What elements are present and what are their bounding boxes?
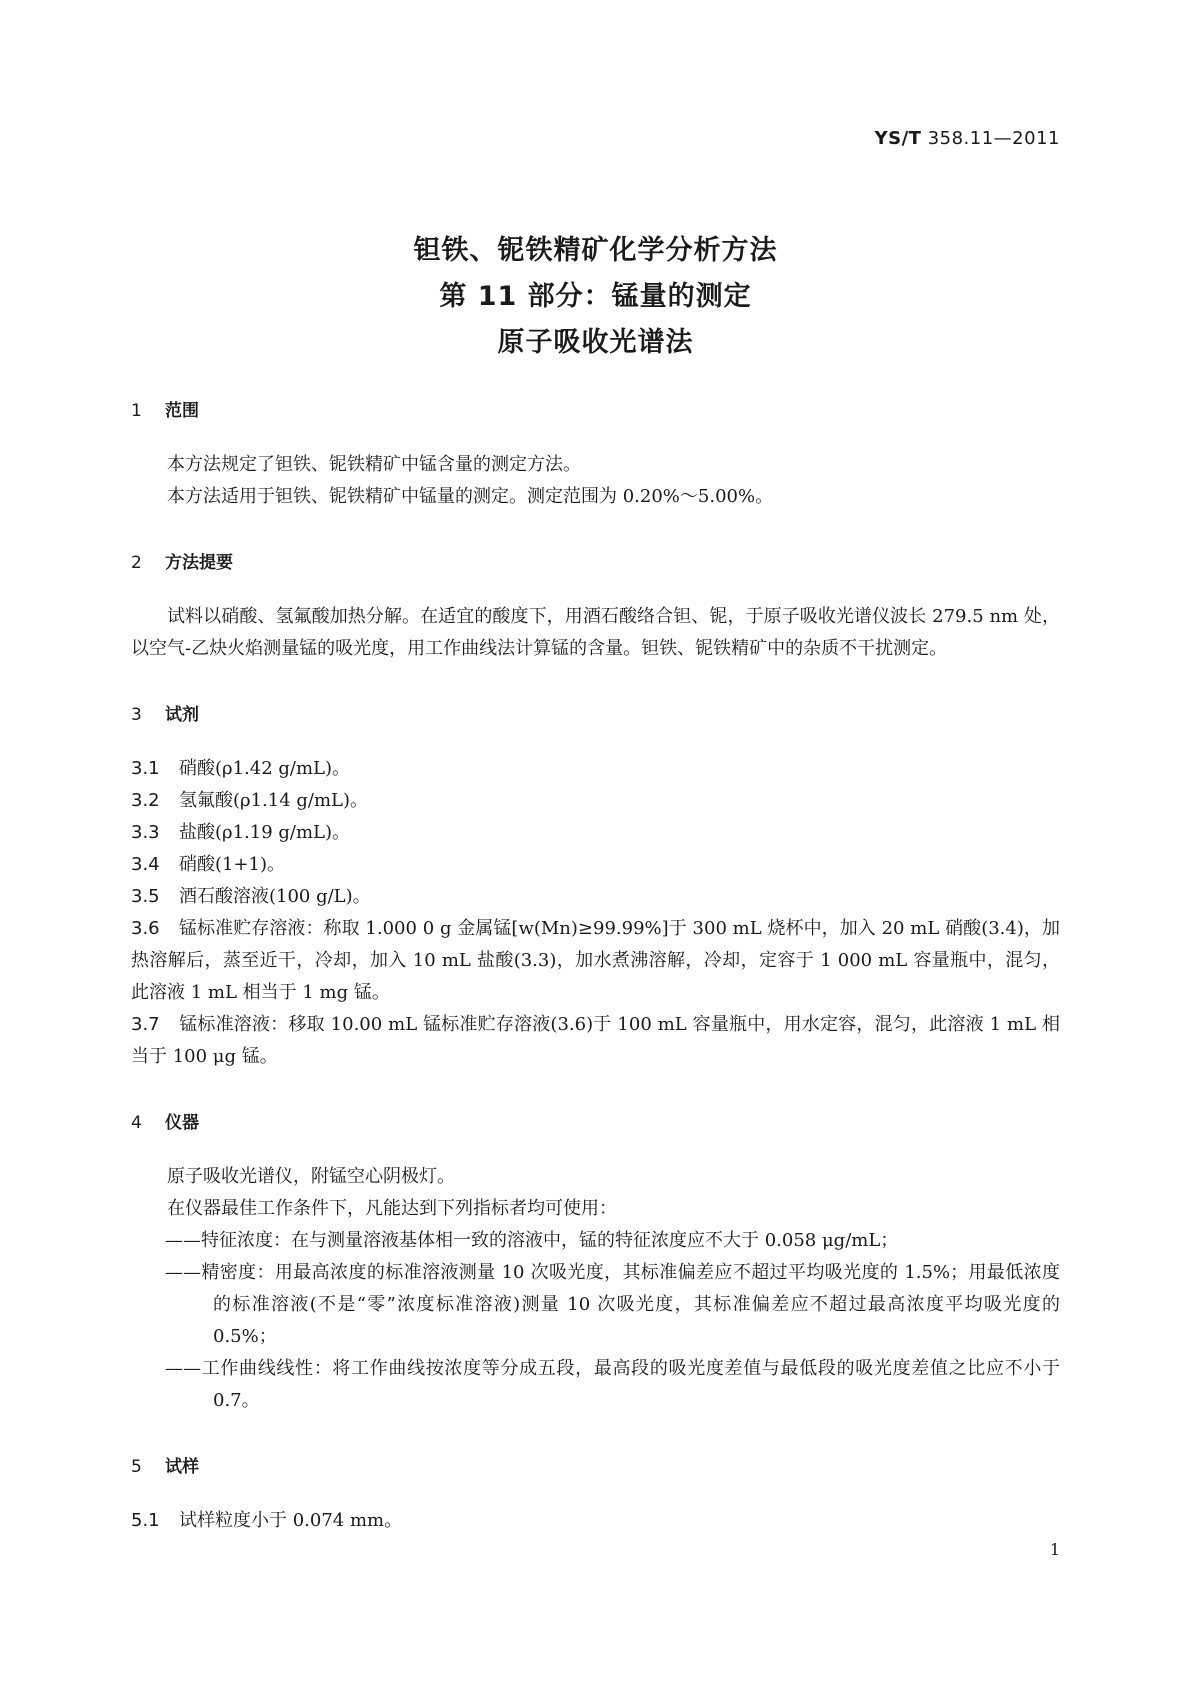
criterion-item: ——精密度：用最高浓度的标准溶液测量 10 次吸光度，其标准偏差应不超过平均吸光度的 1.5%；用最低浓度的标准溶液(不是“零”浓度标准溶液)测量 10 次吸光度，其标准偏差应不超过最高浓度平均吸光度的 0.5%； (165, 1262, 1060, 1347)
title-line-1: 钽铁、铌铁精矿化学分析方法 (413, 235, 778, 266)
item-text: 酒石酸溶液(100 g/L)。 (179, 886, 371, 907)
item-text: 锰标准贮存溶液：称取 1.000 0 g 金属锰[w(Mn)≥99.99%]于 300 mL 烧杯中，加入 20 mL 硝酸(3.4)，加热溶解后，蒸至近干，冷却，加入 10 mL 盐酸(3.3)，加水煮沸溶解，冷却，定容于 1 000 mL 容量瓶中，混匀，此溶液 1 mL 相当于 1 mg 锰。 (131, 918, 1060, 1003)
item-text: 硝酸(ρ1.42 g/mL)。 (179, 758, 351, 779)
item-number: 3.1 (131, 758, 160, 779)
title-line-3: 原子吸收光谱法 (497, 327, 694, 358)
paragraph: 试料以硝酸、氢氟酸加热分解。在适宜的酸度下，用酒石酸络合钽、铌，于原子吸收光谱仪波长 279.5 nm 处，以空气-乙炔火焰测量锰的吸光度，用工作曲线法计算锰的含量。钽铁、铌铁精矿中的杂质不干扰测定。 (131, 606, 1060, 659)
reagent-item (131, 849, 1060, 881)
criterion-item: ——工作曲线线性：将工作曲线按浓度等分成五段，最高段的吸光度差值与最低段的吸光度差值之比应不小于 0.7。 (165, 1358, 1060, 1411)
section-number: 2 (131, 553, 142, 573)
item-number: 3.2 (131, 790, 160, 811)
item-number: 5.1 (131, 1510, 160, 1531)
section-number: 5 (131, 1457, 142, 1477)
section-title: 仪器 (165, 1113, 199, 1133)
section-1-heading (131, 395, 1060, 427)
item-number: 3.5 (131, 886, 160, 907)
item-number: 3.3 (131, 822, 160, 843)
section-number: 1 (131, 401, 142, 421)
paragraph: 在仪器最佳工作条件下，凡能达到下列指标者均可使用： (167, 1198, 617, 1219)
reagent-item (131, 817, 1060, 849)
item-text: 锰标准溶液：移取 10.00 mL 锰标准贮存溶液(3.6)于 100 mL 容量瓶中，用水定容，混匀，此溶液 1 mL 相当于 100 μg 锰。 (131, 1014, 1060, 1067)
page-number: 1 (1049, 1540, 1060, 1559)
standard-code (875, 128, 1060, 149)
title-line-2: 第 11 部分：锰量的测定 (439, 281, 752, 312)
item-number: 3.6 (131, 918, 160, 939)
section-4-heading (131, 1107, 1060, 1139)
section-number: 4 (131, 1113, 142, 1133)
section-title: 试剂 (165, 705, 199, 725)
standard-prefix: YS/T (874, 128, 922, 149)
section-number: 3 (131, 705, 142, 725)
item-number: 3.4 (131, 854, 160, 875)
item-text: 氢氟酸(ρ1.14 g/mL)。 (179, 790, 369, 811)
item-text: 试样粒度小于 0.074 mm。 (179, 1510, 403, 1531)
reagent-item (131, 753, 1060, 785)
paragraph: 原子吸收光谱仪，附锰空心阴极灯。 (167, 1166, 455, 1187)
paragraph: 本方法规定了钽铁、铌铁精矿中锰含量的测定方法。 (167, 454, 581, 475)
section-5-heading (131, 1451, 1060, 1483)
section-title: 试样 (165, 1457, 199, 1477)
sample-item (131, 1505, 1060, 1537)
paragraph: 本方法适用于钽铁、铌铁精矿中锰量的测定。测定范围为 0.20%～5.00%。 (167, 486, 774, 507)
section-2-heading (131, 547, 1060, 579)
reagent-item (131, 913, 1060, 1009)
reagent-item (131, 785, 1060, 817)
document-body (131, 395, 1060, 1537)
document-title (0, 228, 1191, 366)
item-text: 硝酸(1+1)。 (179, 854, 286, 875)
section-title: 范围 (165, 401, 199, 421)
criterion-item: ——特征浓度：在与测量溶液基体相一致的溶液中，锰的特征浓度应不大于 0.058 μg/mL； (165, 1230, 899, 1251)
reagent-item (131, 1009, 1060, 1073)
reagent-item (131, 881, 1060, 913)
item-text: 盐酸(ρ1.19 g/mL)。 (179, 822, 351, 843)
item-number: 3.7 (131, 1014, 160, 1035)
section-title: 方法提要 (165, 553, 233, 573)
standard-number: 358.11—2011 (927, 128, 1060, 149)
section-3-heading (131, 699, 1060, 731)
